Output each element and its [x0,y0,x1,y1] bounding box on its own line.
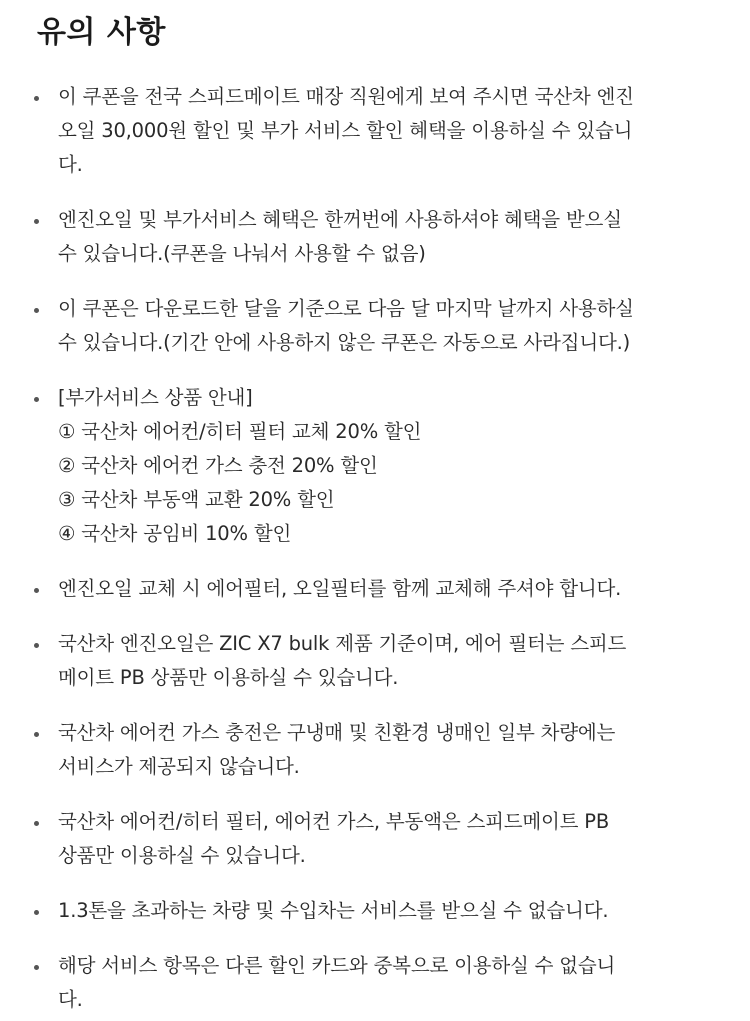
notice-line: 오일 30,000원 할인 및 부가 서비스 할인 혜택을 이용하실 수 있습니 [58,119,633,142]
notice-line: 국산차 엔진오일은 ZIC X7 bulk 제품 기준이며, 에어 필터는 스피드 [58,632,627,655]
notice-item [0,949,750,1017]
notice-line: 메이트 PB 상품만 이용하실 수 있습니다. [58,666,399,689]
notice-line: [부가서비스 상품 안내] [58,386,253,409]
notice-line: 국산차 에어컨/히터 필터, 에어컨 가스, 부동액은 스피드메이트 PB [58,810,610,833]
notice-line: 상품만 이용하실 수 있습니다. [58,844,306,867]
bullet-dot-icon [34,397,39,402]
notice-line: 이 쿠폰을 전국 스피드메이트 매장 직원에게 보여 주시면 국산차 엔진 [58,85,634,108]
notice-line: ④ 국산차 공임비 10% 할인 [58,522,292,545]
notice-line: 서비스가 제공되지 않습니다. [58,755,300,778]
notice-line: ② 국산차 에어컨 가스 충전 20% 할인 [58,454,378,477]
bullet-dot-icon [34,965,39,970]
notice-item [0,292,750,360]
notice-line: 엔진오일 및 부가서비스 혜택은 한꺼번에 사용하셔야 혜택을 받으실 [58,208,622,231]
notice-line: 수 있습니다.(기간 안에 사용하지 않은 쿠폰은 자동으로 사라집니다.) [58,331,631,354]
bullet-dot-icon [34,308,39,313]
notice-line: 수 있습니다.(쿠폰을 나눠서 사용할 수 없음) [58,242,426,265]
bullet-dot-icon [34,643,39,648]
bullet-dot-icon [34,821,39,826]
notice-item [0,805,750,873]
notice-line: 다. [58,153,83,176]
notice-item [0,894,750,928]
notice-item [0,627,750,695]
notice-item [0,716,750,784]
notice-line: 다. [58,988,83,1011]
notice-line: 해당 서비스 항목은 다른 할인 카드와 중복으로 이용하실 수 없습니 [58,954,616,977]
notice-item [0,203,750,271]
notice-line: ③ 국산차 부동액 교환 20% 할인 [58,488,335,511]
notice-list [0,80,750,1017]
notice-line: 엔진오일 교체 시 에어필터, 오일필터를 함께 교체해 주셔야 합니다. [58,577,622,600]
page-title: 유의 사항 [37,15,166,50]
bullet-dot-icon [34,732,39,737]
notice-line: 1.3톤을 초과하는 차량 및 수입차는 서비스를 받으실 수 없습니다. [58,899,609,922]
notice-item [0,381,750,551]
bullet-dot-icon [34,588,39,593]
bullet-dot-icon [34,219,39,224]
notice-line: 이 쿠폰은 다운로드한 달을 기준으로 다음 달 마지막 날까지 사용하실 [58,297,634,320]
notice-item [0,572,750,606]
notice-line: 국산차 에어컨 가스 충전은 구냉매 및 친환경 냉매인 일부 차량에는 [58,721,616,744]
notice-line: ① 국산차 에어컨/히터 필터 교체 20% 할인 [58,420,422,443]
bullet-dot-icon [34,96,39,101]
notice-item [0,80,750,182]
bullet-dot-icon [34,910,39,915]
